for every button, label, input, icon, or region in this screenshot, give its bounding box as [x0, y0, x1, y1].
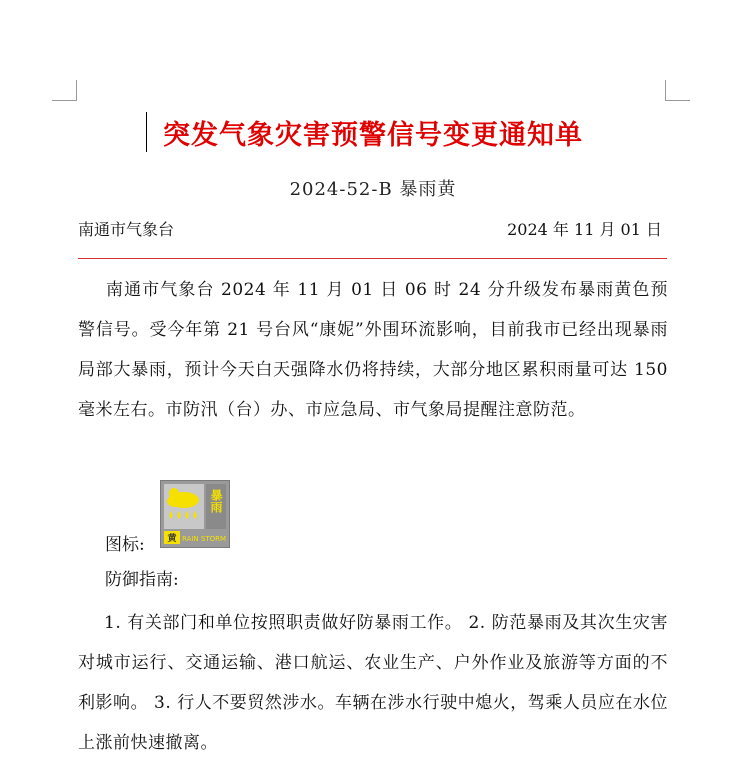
issuer-name: 南通市气象台: [78, 220, 175, 239]
document-number: 2024-52-B 暴雨黄: [289, 179, 457, 200]
icon-label: 图标:: [105, 535, 145, 555]
page-corner-mark-top-left: [52, 80, 77, 101]
issue-date: 2024 年 11 月 01 日: [507, 220, 662, 239]
icon-text-en: RAIN STORM: [181, 535, 227, 543]
rainstorm-icon-graphic: [161, 481, 229, 547]
page-corner-mark-top-right: [665, 80, 690, 101]
icon-text-sub: 黄: [167, 534, 177, 544]
guide-title: 防御指南:: [105, 570, 179, 590]
rainstorm-yellow-warning-icon: [160, 480, 230, 548]
icon-text-main: 暴雨: [209, 489, 223, 513]
guide-body: 1. 有关部门和单位按照职责做好防暴雨工作。 2. 防范暴雨及其次生灾害对城市运行、交通运输、港口航运、农业生产、户外作业及旅游等方面的不利影响。 3. 行人不要贸然涉水。车辆在涉水行驶中熄火，驾乘人员应在水位上涨前快速撤离。: [78, 613, 668, 753]
notice-body: 南通市气象台 2024 年 11 月 01 日 06 时 24 分升级发布暴雨黄色预警信号。受今年第 21 号台风“康妮”外围环流影响，目前我市已经出现暴雨局部大暴雨，预计今天白天强降水仍将持续，大部分地区累积雨量可达 150 毫米左右。市防汛（台）办、市应急局、市气象局提醒注意防范。: [78, 280, 669, 420]
document-title: 突发气象灾害预警信号变更通知单: [163, 120, 583, 151]
header-divider: [78, 258, 667, 259]
